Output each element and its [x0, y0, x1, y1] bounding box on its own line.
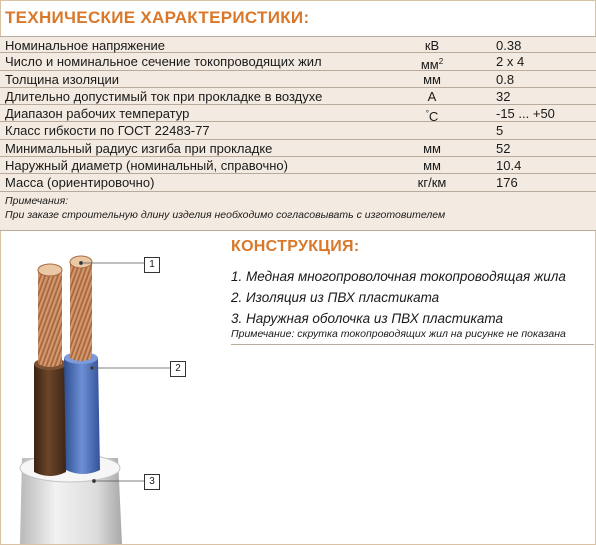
divider: [231, 344, 594, 345]
spec-unit: кВ: [424, 38, 440, 53]
spec-unit: мм: [423, 140, 441, 156]
spec-row: [0, 157, 596, 174]
spec-name: Диапазон рабочих температур: [5, 106, 190, 122]
spec-title: ТЕХНИЧЕСКИЕ ХАРАКТЕРИСТИКИ:: [5, 8, 310, 27]
spec-value: 5: [496, 123, 504, 139]
spec-row: [0, 53, 596, 73]
spec-name: Толщина изоляции: [5, 71, 120, 87]
spec-table: [0, 36, 596, 192]
construction-item: 3. Наружная оболочка из ПВХ пластиката: [231, 311, 504, 326]
blue-insulation: [64, 352, 100, 474]
spec-value: 0.38: [496, 38, 522, 53]
brown-insulation: [34, 358, 66, 476]
construction-list: [231, 266, 566, 329]
spec-unit: °С: [425, 109, 439, 125]
spec-name: Минимальный радиус изгиба при прокладке: [5, 140, 273, 156]
spec-name: Масса (ориентировочно): [5, 175, 155, 191]
spec-unit: мм: [423, 158, 441, 174]
copper-conductor: [38, 256, 92, 367]
callout-1: 1: [144, 257, 160, 273]
spec-value: 52: [496, 140, 511, 156]
spec-unit: мм: [423, 71, 441, 87]
spec-notes: [0, 192, 596, 231]
cable-illustration: [0, 236, 230, 544]
spec-name: Число и номинальное сечение токопроводящих жил: [5, 54, 322, 70]
spec-row: [0, 88, 596, 105]
spec-row: [0, 122, 596, 139]
spec-row: [0, 105, 596, 125]
spec-name: Наружный диаметр (номинальный, справочно): [5, 158, 288, 174]
note-label: Примечания:: [5, 195, 69, 207]
spec-row: [0, 140, 596, 157]
construction-item: 1. Медная многопроволочная токопроводящая жила: [231, 269, 566, 284]
spec-name: Класс гибкости по ГОСТ 22483-77: [5, 123, 210, 139]
callout-2: 2: [170, 361, 186, 377]
construction-title: КОНСТРУКЦИЯ:: [231, 238, 360, 255]
spec-row: [0, 174, 596, 191]
spec-value: 10.4: [496, 158, 522, 174]
spec-value: 2 х 4: [496, 54, 525, 70]
spec-name: Длительно допустимый ток при прокладке в воздухе: [5, 88, 323, 104]
spec-name: Номинальное напряжение: [5, 38, 166, 53]
spec-unit: $мм^2$: [420, 57, 444, 73]
spec-value: 176: [496, 175, 518, 191]
spec-row: [0, 36, 596, 53]
spec-unit: А: [427, 88, 437, 104]
spec-unit: кг/км: [417, 175, 447, 191]
construction-note: Примечание: скрутка токопроводящих жил на рисунке не показана: [231, 328, 566, 340]
callout-3: 3: [144, 474, 160, 490]
spec-value: 0.8: [496, 71, 515, 87]
construction-item: 2. Изоляция из ПВХ пластиката: [231, 290, 440, 305]
note-text: При заказе строительную длину изделия необходимо согласовывать с изготовителем: [5, 209, 446, 221]
spec-value: -15 ... +50: [496, 106, 555, 122]
spec-value: 32: [496, 88, 511, 104]
spec-row: [0, 71, 596, 88]
